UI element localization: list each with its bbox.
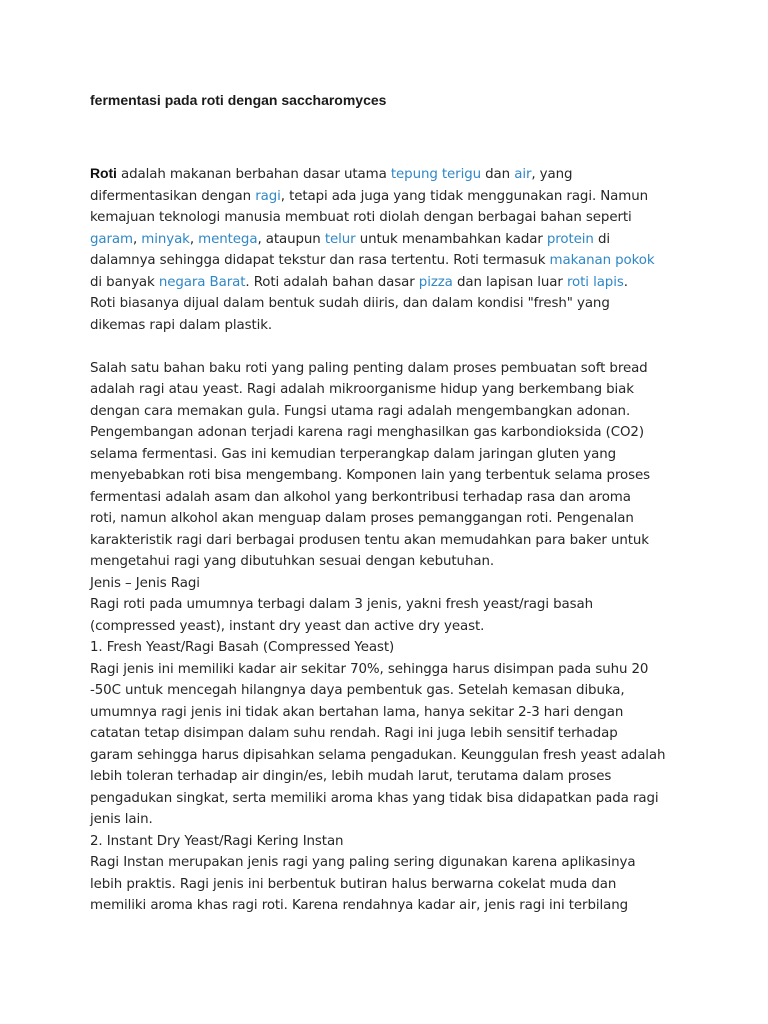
text-line bbox=[90, 272, 690, 294]
text-line: menyebabkan roti bisa mengembang. Komponen lain yang terbentuk selama proses bbox=[90, 468, 651, 483]
text-line: kemajuan teknologi manusia membuat roti diolah dengan berbagai bahan seperti bbox=[90, 210, 632, 225]
text-line: selama fermentasi. Gas ini kemudian terperangkap dalam jaringan gluten yang bbox=[90, 446, 617, 462]
text-line: memiliki aroma khas ragi roti. Karena rendahnya kadar air, jenis ragi ini terbilang bbox=[90, 898, 628, 913]
text-line: Roti biasanya dijual dalam bentuk sudah diiris, dan dalam kondisi "fresh" yang bbox=[90, 296, 610, 311]
text-line: roti, namun alkohol akan menguap dalam proses pemanggangan roti. Pengenalan bbox=[90, 511, 634, 526]
link-negara-barat[interactable]: negara Barat bbox=[158, 274, 246, 290]
text-span: , ataupun bbox=[257, 231, 325, 247]
text-line: Ragi jenis ini memiliki kadar air sekitar 70%, sehingga harus disimpan pada suhu 20 bbox=[90, 661, 649, 677]
text-line: dikemas rapi dalam plastik. bbox=[90, 317, 273, 333]
text-line: karakteristik ragi dari berbagai produsen tentu akan memudahkan para baker untuk bbox=[90, 532, 649, 548]
text-line: lebih praktis. Ragi jenis ini berbentuk butiran halus berwarna cokelat muda dan bbox=[90, 876, 617, 892]
text-line bbox=[90, 163, 690, 186]
text-span: , bbox=[189, 231, 199, 247]
text-span: dan bbox=[481, 167, 515, 182]
link-protein[interactable]: protein bbox=[546, 231, 594, 247]
link-mentega[interactable]: mentega bbox=[198, 231, 258, 247]
link-tepung-terigu[interactable]: tepung terigu bbox=[390, 167, 481, 182]
section-heading: 1. Fresh Yeast/Ragi Basah (Compressed Yeast) bbox=[90, 640, 395, 655]
text-span: , tetapi ada juga yang tidak menggunakan ragi. Namun bbox=[280, 188, 648, 204]
text-span: dan lapisan luar bbox=[452, 274, 567, 290]
text-line bbox=[90, 186, 690, 208]
text-span: . bbox=[623, 274, 628, 290]
section-heading: 2. Instant Dry Yeast/Ragi Kering Instan bbox=[90, 833, 344, 849]
text-line: mengetahui ragi yang dibutuhkan sesuai dengan kebutuhan. bbox=[90, 554, 494, 569]
section-heading: Jenis – Jenis Ragi bbox=[90, 575, 200, 591]
text-span: di bbox=[593, 231, 610, 247]
text-span: dalamnya sehingga didapat tekstur dan rasa tertentu. Roti termasuk bbox=[90, 253, 550, 268]
text-line: dengan cara memakan gula. Fungsi utama ragi adalah mengembangkan adonan. bbox=[90, 403, 631, 419]
text-line: garam sehingga harus dipisahkan selama pengadukan. Keunggulan fresh yeast adalah bbox=[90, 747, 666, 763]
text-span: , bbox=[132, 231, 142, 247]
text-line: (compressed yeast), instant dry yeast dan active dry yeast. bbox=[90, 618, 485, 634]
paragraph-roti-intro bbox=[90, 163, 690, 336]
text-line: fermentasi adalah asam dan alkohol yang berkontribusi terhadap rasa dan aroma bbox=[90, 489, 631, 505]
text-span: adalah makanan berbahan dasar utama bbox=[116, 167, 391, 182]
paragraph-ragi-details bbox=[90, 358, 690, 917]
text-line: umumnya ragi jenis ini tidak akan bertahan lama, hanya sekitar 2-3 hari dengan bbox=[90, 704, 624, 720]
document-body bbox=[90, 163, 690, 917]
text-line: -50C untuk mencegah hilangnya daya pembentuk gas. Setelah kemasan dibuka, bbox=[90, 683, 625, 698]
text-line: Ragi Instan merupakan jenis ragi yang paling sering digunakan karena aplikasinya bbox=[90, 855, 636, 870]
text-line bbox=[90, 250, 690, 272]
text-line: Salah satu bahan baku roti yang paling penting dalam proses pembuatan soft bread bbox=[90, 360, 648, 376]
text-line: catatan tetap disimpan dalam suhu rendah. Ragi ini juga lebih sensitif terhadap bbox=[90, 726, 618, 741]
link-minyak[interactable]: minyak bbox=[141, 231, 190, 247]
bold-term-roti: Roti bbox=[90, 165, 117, 181]
link-makanan-pokok[interactable]: makanan pokok bbox=[549, 253, 655, 268]
link-ragi[interactable]: ragi bbox=[255, 188, 281, 204]
link-telur[interactable]: telur bbox=[324, 231, 356, 247]
text-line: adalah ragi atau yeast. Ragi adalah mikroorganisme hidup yang berkembang biak bbox=[90, 382, 634, 397]
text-line: Ragi roti pada umumnya terbagi dalam 3 jenis, yakni fresh yeast/ragi basah bbox=[90, 597, 593, 612]
text-line: pengadukan singkat, serta memiliki aroma khas yang tidak bisa didapatkan pada ragi bbox=[90, 790, 659, 806]
document-title: fermentasi pada roti dengan saccharomyces bbox=[90, 92, 387, 108]
text-span: . Roti adalah bahan dasar bbox=[245, 274, 419, 290]
link-air[interactable]: air bbox=[514, 167, 532, 182]
text-line: Pengembangan adonan terjadi karena ragi menghasilkan gas karbondioksida (CO2) bbox=[90, 425, 644, 440]
paragraph-spacer bbox=[90, 336, 690, 358]
text-span: di banyak bbox=[90, 274, 159, 290]
text-line bbox=[90, 229, 690, 251]
link-pizza[interactable]: pizza bbox=[418, 274, 453, 290]
link-roti-lapis[interactable]: roti lapis bbox=[566, 274, 624, 290]
text-span: untuk menambahkan kadar bbox=[355, 231, 547, 247]
text-line: jenis lain. bbox=[90, 812, 153, 827]
text-span: , yang bbox=[531, 167, 573, 182]
text-line: lebih toleran terhadap air dingin/es, lebih mudah larut, terutama dalam proses bbox=[90, 769, 612, 784]
text-span: difermentasikan dengan bbox=[90, 188, 256, 204]
link-garam[interactable]: garam bbox=[90, 231, 133, 247]
